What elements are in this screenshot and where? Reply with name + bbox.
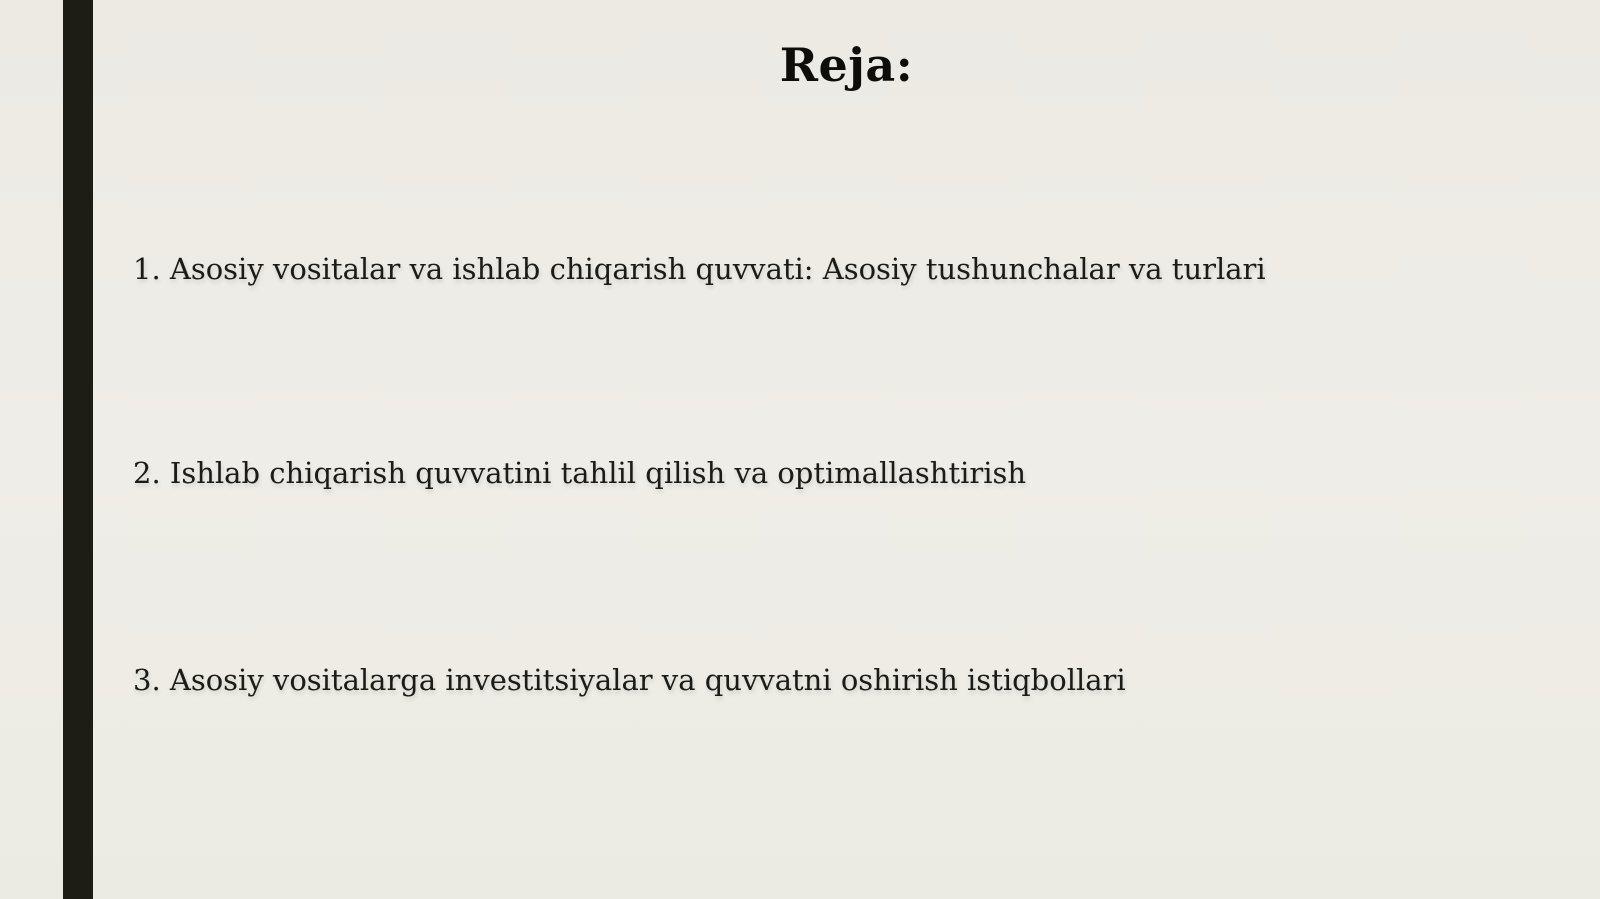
plan-item-2: 2. Ishlab chiqarish quvvatini tahlil qilish va optimallashtirish — [133, 456, 1027, 490]
accent-bar — [63, 0, 93, 899]
slide-title: Reja: — [779, 38, 914, 92]
plan-item-1: 1. Asosiy vositalar va ishlab chiqarish quvvati: Asosiy tushunchalar va turlari — [133, 252, 1266, 286]
plan-item-3: 3. Asosiy vositalarga investitsiyalar va quvvatni oshirish istiqbollari — [133, 663, 1126, 697]
plan-list — [133, 0, 1553, 899]
